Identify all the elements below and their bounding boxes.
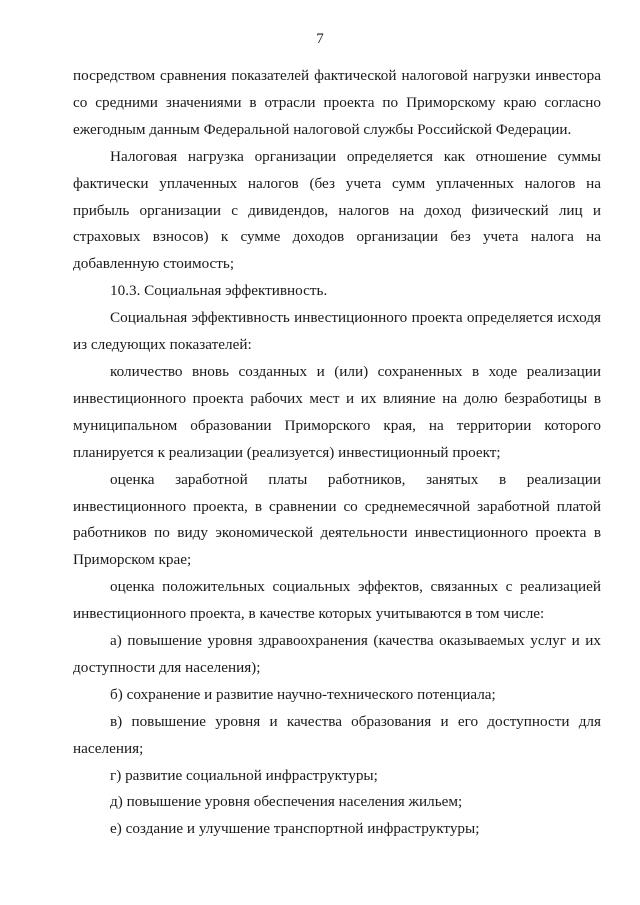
paragraph-social-effects-intro: оценка положительных социальных эффектов, связанных с реализацией инвестиционного проекта, в качестве которых учитываются в том числе: [73,578,601,623]
list-item-a-healthcare: а) повышение уровня здравоохранения (качества оказываемых услуг и их доступности для населения); [73,632,601,676]
page-number: 7 [316,31,324,47]
paragraph-social-efficiency-intro: Социальная эффективность инвестиционного проекта определяется исходя из следующих показателей: [73,309,601,354]
paragraph-tax-burden-definition: Налоговая нагрузка организации определяется как отношение суммы фактически уплаченных налогов (без учета сумм уплаченных налогов на прибыль организации с дивидендов, налогов на доход физический лиц и страховых взносов) к сумме доходов организации без учета налога на добавленную стоимость; [73,147,601,273]
list-item-f-transport: е) создание и улучшение транспортной инфраструктуры; [110,820,480,838]
section-heading-social-efficiency: 10.3. Социальная эффективность. [110,282,328,300]
document-body [73,63,601,843]
list-item-d-social-infrastructure: г) развитие социальной инфраструктуры; [110,766,378,784]
paragraph-jobs-indicator: количество вновь созданных и (или) сохраненных в ходе реализации инвестиционного проекта рабочих мест и их влияние на долю безработицы в муниципальном образовании Приморского края, на территории которого планируется к реализации (реализуется) инвестиционный проект; [73,362,601,461]
paragraph-tax-comparison: посредством сравнения показателей фактической налоговой нагрузки инвестора со средними значениями в отрасли проекта по Приморскому краю согласно ежегодным данным Федеральной налоговой службы Российской Федерации. [73,67,601,138]
paragraph-wages-indicator: оценка заработной платы работников, занятых в реализации инвестиционного проекта, в сравнении со среднемесячной заработной платой работников по виду экономической деятельности инвестиционного проекта в Приморском крае; [73,470,601,569]
list-item-b-scientific-potential: б) сохранение и развитие научно-технического потенциала; [110,685,496,703]
list-item-e-housing: д) повышение уровня обеспечения населения жильем; [110,793,463,811]
list-item-c-education: в) повышение уровня и качества образования и его доступности для населения; [73,712,601,757]
